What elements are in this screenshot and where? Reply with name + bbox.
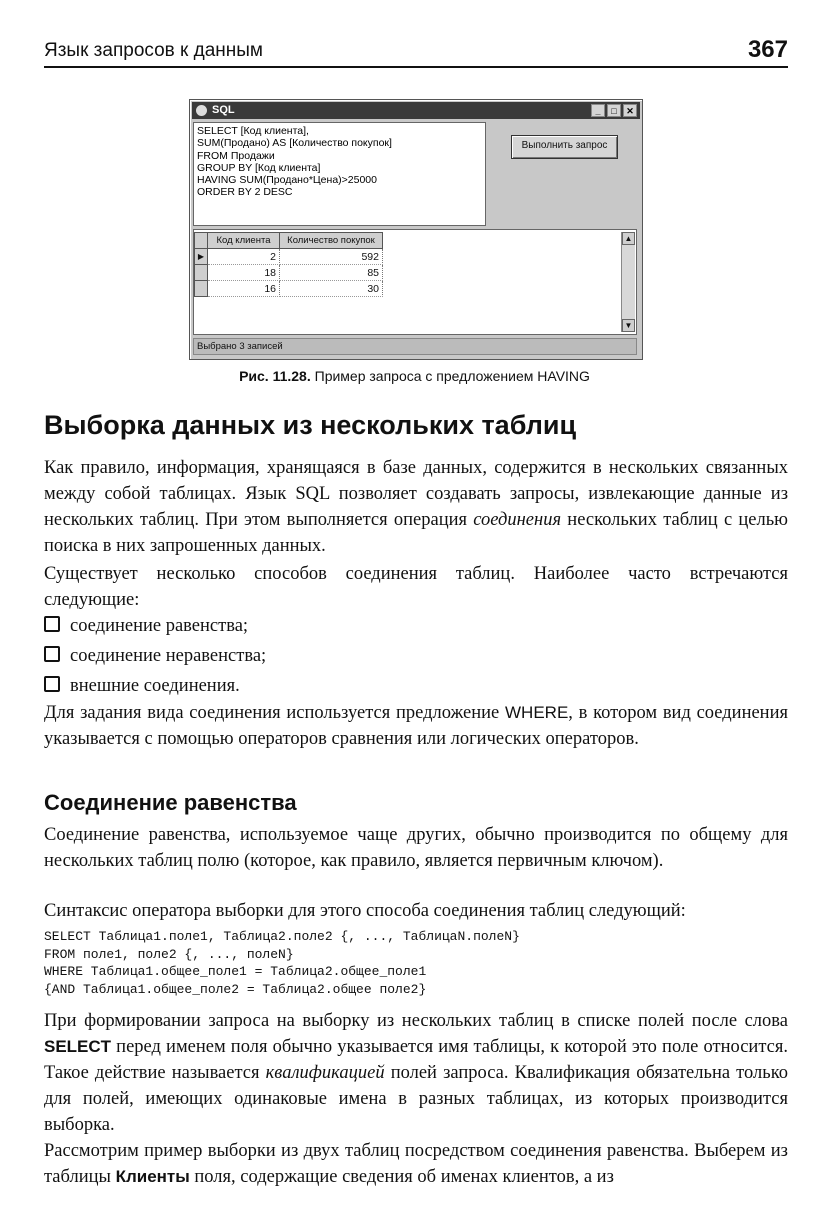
cell-client-code[interactable]: 2	[208, 249, 280, 265]
checkbox-bullet-icon	[44, 676, 60, 692]
text: При формировании запроса на выборку из нескольких таблиц в списке полей после слова	[44, 1011, 788, 1031]
paragraph: Синтаксис оператора выборки для этого способа соединения таблиц следующий:	[44, 901, 686, 921]
paragraph: Существует несколько способов соединения таблиц. Наиболее часто встречаются следующие:	[44, 564, 788, 610]
column-header[interactable]: Количество покупок	[280, 233, 383, 249]
list-item-text: соединение равенства;	[70, 616, 249, 636]
text: полей запроса. Квалификация обязательна только для полей, имеющих одинаковые имена в разных таблицах, из которых производится выборка.	[44, 1063, 788, 1135]
code-line: WHERE Таблица1.общее_поле1 = Таблица2.общее_поле1	[44, 964, 427, 979]
text: Рассмотрим пример выборки из двух таблиц посредством соединения равенства. Выберем из таблицы	[44, 1141, 788, 1187]
current-row-arrow-icon: ▶	[195, 249, 208, 265]
row-selector	[195, 281, 208, 297]
running-head	[44, 38, 788, 68]
text: перед именем поля обычно указывается имя таблицы, к которой это поле относится. Такое действие называется	[44, 1037, 788, 1083]
code-line: SELECT Таблица1.поле1, Таблица2.поле2 {, ..., ТаблицаN.полеN}	[44, 929, 520, 944]
text: поля, содержащие сведения об именах клиентов, а из	[189, 1167, 614, 1187]
page-number: 367	[747, 36, 788, 63]
list-item-text: соединение неравенства;	[70, 646, 267, 666]
cell-purchase-count[interactable]: 30	[280, 281, 383, 297]
window-controls	[591, 104, 637, 117]
checkbox-bullet-icon	[44, 616, 60, 632]
sql-line: SUM(Продано) AS [Количество покупок]	[197, 137, 392, 150]
table-row[interactable]	[195, 281, 383, 297]
cell-purchase-count[interactable]: 85	[280, 265, 383, 281]
row-selector-header	[195, 233, 208, 249]
section-heading: Выборка данных из нескольких таблиц	[44, 410, 577, 440]
caption-number: Рис. 11.28.	[239, 368, 311, 384]
sql-window-figure	[189, 99, 643, 360]
sql-line: ORDER BY 2 DESC	[197, 186, 293, 199]
table-header-row	[195, 233, 383, 249]
sql-line: HAVING SUM(Продано*Цена)>25000	[197, 174, 377, 187]
figure-caption	[0, 368, 829, 384]
sql-line: SELECT [Код клиента],	[197, 125, 309, 137]
paragraph	[44, 700, 788, 752]
list-item	[44, 673, 240, 699]
column-header[interactable]: Код клиента	[208, 233, 280, 249]
keyword: Клиенты	[115, 1167, 190, 1186]
cell-purchase-count[interactable]: 592	[280, 249, 383, 265]
checkbox-bullet-icon	[44, 646, 60, 662]
results-grid	[193, 229, 637, 335]
caption-text: Пример запроса с предложением HAVING	[314, 368, 590, 384]
cell-client-code[interactable]: 16	[208, 281, 280, 297]
code-line: {AND Таблица1.общее_поле2 = Таблица2.общее поле2}	[44, 981, 427, 997]
text: , в котором вид соединения указывается с помощью операторов сравнения или логических операторов.	[44, 703, 788, 749]
maximize-icon[interactable]: □	[607, 104, 621, 117]
cell-client-code[interactable]: 18	[208, 265, 280, 281]
paragraph	[44, 455, 788, 559]
table-row[interactable]	[195, 265, 383, 281]
list-item	[44, 613, 248, 639]
code-line: FROM поле1, поле2 {, ..., полеN}	[44, 946, 294, 962]
run-query-button[interactable]: Выполнить запрос	[511, 135, 618, 159]
status-bar: Выбрано 3 записей	[193, 338, 637, 355]
emphasis: квалификацией	[265, 1063, 385, 1083]
window-titlebar	[192, 102, 640, 119]
list-item	[44, 643, 266, 669]
emphasis: соединения	[473, 510, 562, 530]
code-block	[44, 928, 520, 998]
window-app-icon	[196, 105, 207, 116]
subsection-heading: Соединение равенства	[44, 790, 297, 815]
table-row[interactable]	[195, 249, 383, 265]
paragraph: Соединение равенства, используемое чаще других, обычно производится по общему для нескольких таблиц полю (которое, как правило, является первичным ключом).	[44, 825, 788, 871]
paragraph	[44, 1008, 788, 1138]
text: Как правило, информация, хранящаяся в базе данных, содержится в нескольких связанных между собой таблицах. Язык SQL позволяет создавать запросы, извлекающие данные из нескольких таблиц. При этом выполняется операция	[44, 458, 788, 530]
window-title: SQL	[212, 104, 235, 116]
running-head-title: Язык запросов к данным	[44, 40, 263, 61]
results-table	[194, 232, 383, 297]
sql-line: FROM Продажи	[197, 149, 275, 162]
keyword: WHERE	[505, 703, 569, 722]
row-selector	[195, 265, 208, 281]
sql-editor[interactable]	[193, 122, 486, 226]
text: Для задания вида соединения используется предложение	[44, 703, 505, 723]
text: нескольких таблиц с целью поиска в них запрошенных данных.	[44, 510, 789, 556]
keyword: SELECT	[44, 1037, 112, 1056]
vertical-scrollbar[interactable]	[621, 232, 635, 332]
paragraph	[44, 1138, 788, 1190]
list-item-text: внешние соединения.	[70, 676, 240, 696]
minimize-icon[interactable]: _	[591, 104, 605, 117]
close-icon[interactable]: ✕	[623, 104, 637, 117]
scroll-down-icon[interactable]: ▼	[622, 319, 635, 332]
scroll-up-icon[interactable]: ▲	[622, 232, 635, 245]
sql-line: GROUP BY [Код клиента]	[197, 161, 321, 174]
